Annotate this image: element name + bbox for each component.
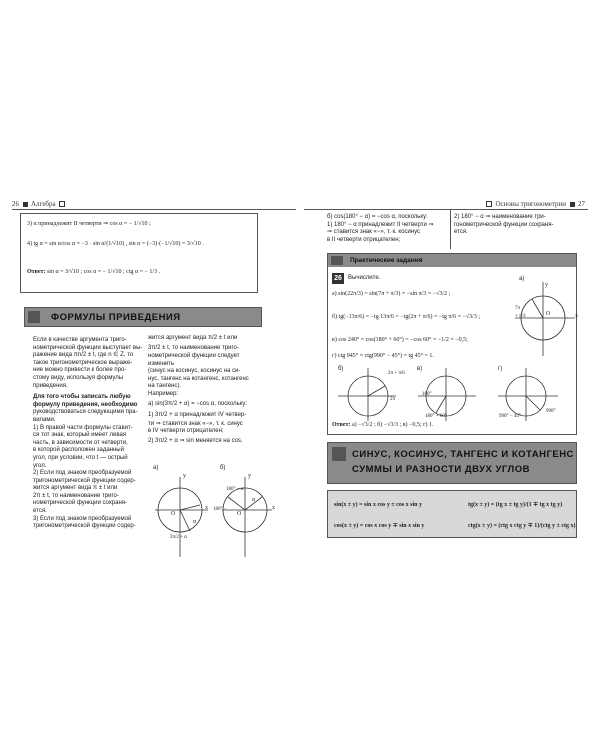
left-page-header [12, 200, 65, 208]
col2-line: на тангенс). [148, 383, 182, 390]
top-right-text [454, 214, 574, 237]
diag-label-x: x [205, 505, 208, 511]
diag-a-y: y [545, 282, 548, 288]
col1-line: Если в качестве аргумента триго- [33, 337, 127, 343]
banner-title: ФОРМУЛЫ ПРИВЕДЕНИЯ [51, 312, 181, 323]
task-line-a: а) sin(22π/3) = sin(7π + π/3) = −sin π/3 = −√3/2 ; [332, 291, 451, 297]
answer-text: sin α = 3/√10 ; cos α = − 1/√10 ; ctg α = − 1/3 . [46, 269, 161, 275]
col1-line: формулу приведения, необходимо [33, 401, 138, 408]
diag-label-o: O [171, 511, 176, 517]
banner-sum-line2: СУММЫ И РАЗНОСТИ ДВУХ УГЛОВ [352, 464, 530, 475]
circle-diagrams-bvg [336, 366, 571, 422]
top-col2-line: 2) 180° − α ⇒ наименование три- [454, 214, 546, 220]
diag-label-alpha: α [193, 519, 197, 525]
top-col1-line: ⇒ ставится знак «−», т. к. косинус [327, 229, 421, 236]
col2-line: Например: [148, 390, 179, 397]
col2-line: нометрической функции следует изменить [148, 353, 240, 367]
right-section-title: Основы тригонометрии [495, 200, 567, 208]
header-square-outline-icon [486, 201, 492, 207]
diag-a-o: O [546, 311, 551, 317]
formula-tg: tg(x ± y) = (tg x ± tg y)/(1 ∓ tg x tg y) [468, 502, 563, 508]
task-line-g: г) ctg 945° = ctg(990° − 45°) = tg 45° = 1. [332, 353, 434, 359]
practice-header [328, 254, 576, 267]
task-line-v: в) cos 240° = cos(180° + 60°) = −cos 60° = −1/2 = −0,5; [332, 337, 468, 343]
col1-line: жится аргумент вида π ± t или [33, 485, 118, 492]
top-col1-line: б) cos(180° − α) = −cos α, поскольку: [327, 214, 428, 220]
diag-a-x: x [575, 313, 578, 319]
col1-line: тригонометрической функции содер- [33, 477, 136, 484]
diag-label-a: а) [153, 465, 159, 471]
answer-label: Ответ: [27, 269, 46, 275]
left-column-text [33, 337, 143, 531]
solution-line-4: 4) tg α = sin α/cos α = −3 · sin α/(1/√10) , sin α = (−3)·(−1/√10) = 3/√10 . [27, 241, 204, 247]
top-col2-line: гонометрической функции сохраня- [454, 221, 554, 228]
solution-answer [27, 269, 160, 277]
diag-label-o: O [237, 511, 242, 517]
diag-b-label: б) [338, 366, 344, 372]
practice-answer-text: а) −√3/2 ; б) −√3/3 ; в) −0,5; г) 1. [351, 422, 434, 428]
col1-line: часть, в зависимости от четверти, [33, 439, 128, 446]
diag-v-180-60: 180° + 60° [425, 414, 447, 419]
diag-v-label: в) [417, 366, 423, 372]
col1-line: ся тот знак, который имеет левая [33, 432, 127, 439]
header-rule [304, 209, 588, 210]
formula-sin: sin(x ± y) = sin x cos y ± cos x sin y [334, 502, 423, 508]
radius-a [180, 510, 190, 531]
top-col1-line: 1) 180° − α принадлежит II четверти ⇒ [327, 221, 434, 228]
col1-line: 3) Если под знаком преобразуемой [33, 515, 132, 522]
top-col1-line: в II четверти отрицателен; [327, 236, 401, 243]
left-page-number: 26 [12, 200, 19, 208]
col1-line: нометрической функции сохраня- [33, 500, 128, 507]
task-number: 26 [332, 273, 344, 284]
practice-label: Практические задания [350, 257, 423, 264]
col1-line: тригонометрической функции содер- [33, 523, 136, 530]
header-square-icon [570, 202, 575, 207]
col1-line: приведения. [33, 382, 68, 389]
left-page [0, 197, 300, 572]
formula-cos: cos(x ± y) = cos x cos y ∓ sin x sin y [334, 523, 425, 529]
col2-line: нус, тангенс на котангенс, котангенс [148, 375, 249, 382]
col2-line: ти ⇒ ставится знак «−», т. к. синус [148, 420, 243, 427]
banner-square-icon [332, 447, 346, 461]
solution-line-3: 3) α принадлежит II четверти ⇒ cos α = − 1/√10 ; [27, 221, 151, 227]
header-square-outline-icon [59, 201, 65, 207]
column-divider [450, 209, 451, 249]
diag-g-990: 990° [546, 409, 556, 414]
col2-line: 3π/2 ± t, то наименование триго- [148, 345, 239, 351]
header-rule [12, 209, 296, 210]
banner-sum-line1: СИНУС, КОСИНУС, ТАНГЕНС И КОТАНГЕНС [352, 449, 574, 460]
radius-a2 [180, 505, 200, 510]
formula-box [327, 490, 577, 538]
diag-a-pi3: + π/3 [515, 314, 526, 319]
practice-box [327, 253, 577, 435]
practice-answer [332, 422, 434, 430]
diag-g-990-45: 990° − 45° [499, 414, 521, 419]
practice-icon [331, 256, 343, 265]
left-section-title: Алгебра [31, 200, 56, 208]
formula-ctg: ctg(x ± y) = (ctg x ctg y ∓ 1)/(ctg y ± ctg x) [468, 523, 576, 529]
diag-g-label: г) [498, 366, 503, 372]
diag-label-alpha: α [252, 497, 256, 503]
col1-line: вилами. [33, 416, 56, 423]
col2-line: а) sin(3π/2 + α) = −cos α, поскольку: [148, 400, 248, 407]
col1-line: в которой расположен заданный [33, 447, 124, 454]
col1-line: 2) Если под знаком преобразуемой [33, 470, 132, 477]
diag-label-180b: 180° − [213, 507, 227, 512]
diag-b-2pi-plus: 2π + π/6 [388, 371, 405, 376]
col1-line: ется. [33, 508, 47, 515]
col1-line: такое тригонометрическое выраже- [33, 359, 133, 366]
task-line-b: б) tg(−13π/6) = −tg 13π/6 = −tg(2π + π/6) = −tg π/6 = −√3/3 ; [332, 314, 480, 320]
diag-label-b: б) [220, 465, 226, 471]
diag-label-180a: 180° − α [226, 487, 244, 492]
col1-line: 2π ± t, то наименование триго- [33, 492, 119, 499]
col2-line: 2) 3π/2 + α ⇒ sin меняется на cos. [148, 437, 243, 444]
section-banner-sum [327, 442, 577, 484]
right-column-text [148, 333, 260, 447]
reduction-circles-diagram [150, 465, 280, 565]
diag-a-7pi: 7π [515, 306, 521, 311]
col1-line: угол, при условии, что t — острый [33, 454, 128, 461]
col2-line: (синус на косинус, косинус на си- [148, 368, 241, 375]
task-title: Вычислите. [348, 275, 381, 281]
banner-square-icon [28, 311, 40, 323]
top-left-text [327, 214, 447, 244]
col1-line: Для того чтобы записать любую [33, 394, 131, 401]
col2-line: жится аргумент вида π/2 ± t или [148, 335, 238, 341]
diag-label-x: x [272, 505, 275, 511]
col1-line: руководствоваться следующими пра- [33, 409, 138, 416]
right-page-header [486, 200, 585, 208]
radius-b [228, 497, 245, 510]
diag-b-2pi: 2π [390, 397, 396, 402]
col2-line: в IV четверти отрицателен; [148, 428, 224, 435]
diag-label-y: y [183, 473, 186, 479]
diag-a-label: а) [519, 276, 525, 282]
col1-line: стому виду, используя формулы [33, 374, 124, 381]
diag-label-three-pi: 3π/2 + α [170, 535, 187, 540]
col1-line: угол. [33, 462, 47, 469]
col1-line: ние можно привести к более про- [33, 367, 127, 374]
right-page [300, 197, 600, 572]
col1-line: 1) В правой части формулы ставит- [33, 424, 133, 431]
diag-label-y: y [248, 473, 251, 479]
diag-v-180: 180° [422, 392, 432, 397]
section-banner [24, 307, 262, 327]
col2-line: 1) 3π/2 + α принадлежит IV четвер- [148, 411, 247, 418]
top-col2-line: ется. [454, 229, 468, 236]
header-square-icon [23, 202, 28, 207]
practice-answer-label: Ответ: [332, 422, 351, 428]
col1-line: ражение вида πn/2 ± t, где n ∈ Z, то [33, 352, 134, 359]
right-page-number: 27 [578, 200, 586, 208]
col1-line: нометрической функции выступает вы- [33, 344, 143, 351]
solution-box [20, 213, 258, 293]
